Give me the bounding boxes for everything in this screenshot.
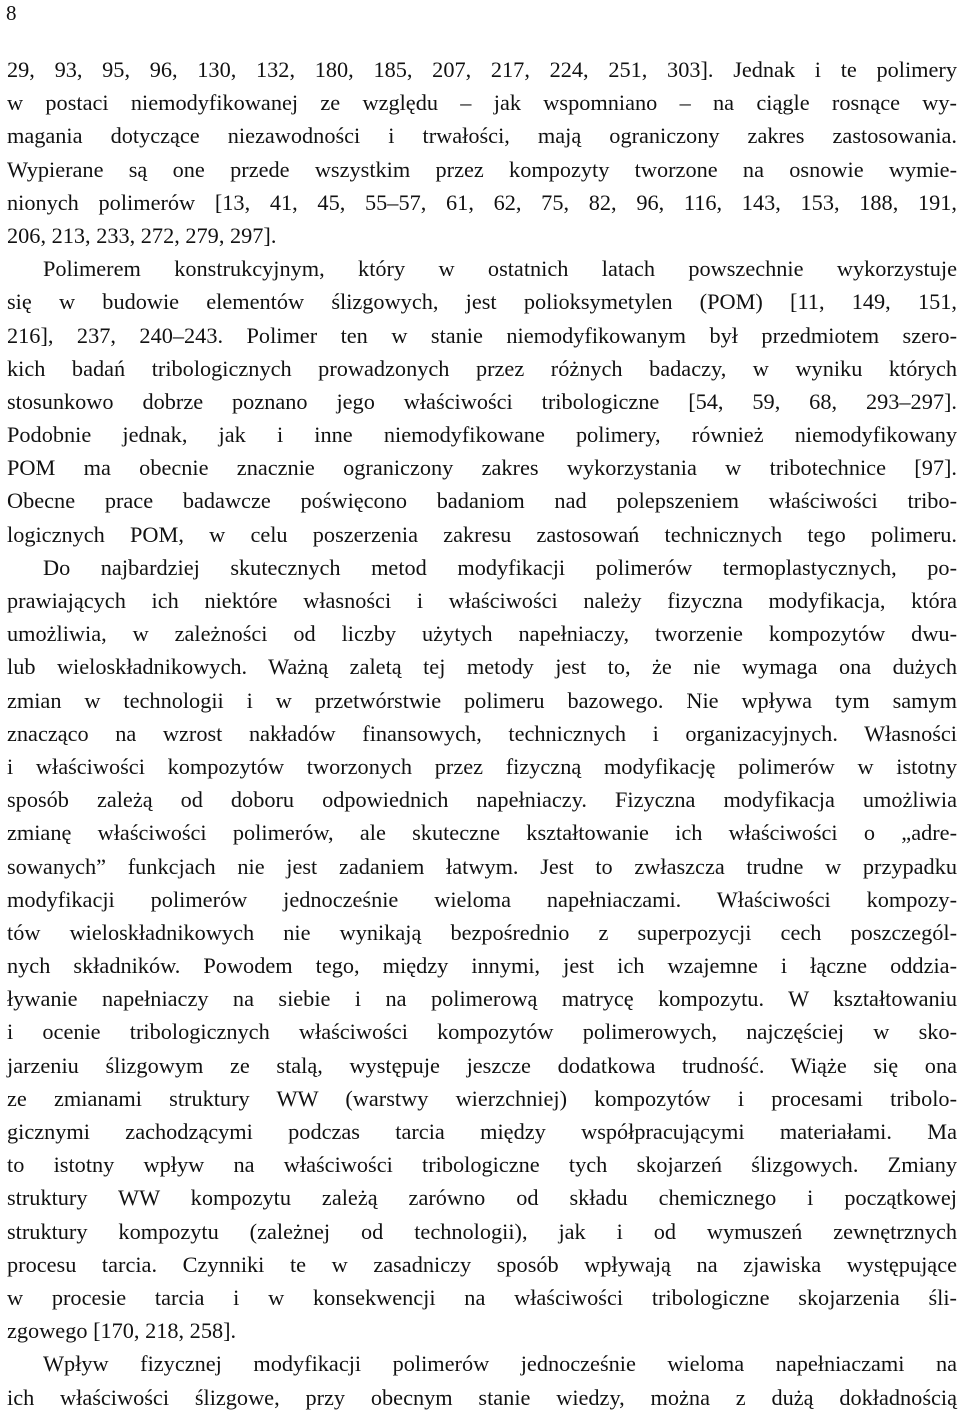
text-line: ze zmianami struktury WW (warstwy wierzchniej) kompozytów i procesami tribolo- (7, 1085, 957, 1111)
text-line: w postaci niemodyfikowanej ze względu – jak wspomniano – na ciągle rosnące wy- (7, 90, 957, 116)
text-line: gicznymi zachodzącymi podczas tarcia między współpracującymi materiałami. Ma (7, 1119, 957, 1144)
text-line: ływanie napełniaczy na siebie i na polimerową matrycę kompozytu. W kształtowaniu (7, 986, 957, 1012)
body-text (7, 53, 957, 1414)
text-line: umożliwia, w zależności od liczby użytych napełniaczy, tworzenie kompozytów dwu- (7, 621, 957, 647)
text-line: i ocenie tribologicznych właściwości kompozytów polimerowych, najczęściej w sko- (7, 1019, 957, 1045)
text-line: zmianę właściwości polimerów, ale skuteczne kształtowanie ich właściwości o „adre- (7, 820, 957, 846)
text-line: 216], 237, 240–243. Polimer ten w stanie niemodyfikowanym był przedmiotem szero- (7, 322, 957, 348)
text-line: struktury WW kompozytu zależą zarówno od składu chemicznego i początkowej (7, 1185, 957, 1211)
text-line: Obecne prace badawcze poświęcono badaniom nad polepszeniem właściwości tribo- (7, 488, 957, 514)
text-line: 206, 213, 233, 272, 279, 297]. (7, 222, 277, 248)
text-line: Wpływ fizycznej modyfikacji polimerów jednocześnie wieloma napełniaczami na (43, 1351, 957, 1377)
text-line: Polimerem konstrukcyjnym, który w ostatnich latach powszechnie wykorzystuje (43, 256, 957, 282)
text-line: POM ma obecnie znacznie ograniczony zakres wykorzystania w tribotechnice [97]. (7, 455, 957, 481)
text-line: się w budowie elementów ślizgowych, jest polioksymetylen (POM) [11, 149, 151, (7, 289, 957, 315)
text-line: to istotny wpływ na właściwości tribologiczne tych skojarzeń ślizgowych. Zmiany (7, 1152, 957, 1178)
text-line: w procesie tarcia i w konsekwencji na właściwości tribologiczne skojarzenia śli- (7, 1284, 957, 1310)
text-line: ich właściwości ślizgowe, przy obecnym stanie wiedzy, można z dużą dokładnością (7, 1384, 957, 1410)
text-line: struktury kompozytu (zależnej od technologii), jak i od wymuszeń zewnętrznych (7, 1218, 957, 1244)
text-line: zmian w technologii i w przetwórstwie polimeru bazowego. Nie wpływa tym samym (7, 687, 957, 713)
text-line: prawiających ich niektóre własności i właściwości należy fizyczna modyfikacja, która (7, 588, 957, 613)
text-line: i właściwości kompozytów tworzonych przez fizyczną modyfikację polimerów w istotny (7, 753, 957, 779)
text-line: Do najbardziej skutecznych metod modyfikacji polimerów termoplastycznych, po- (43, 554, 957, 580)
text-line: jarzeniu ślizgowym ze stalą, występuje jeszcze dodatkowa trudność. Wiąże się ona (7, 1052, 957, 1078)
text-line: procesu tarcia. Czynniki te w zasadniczy sposób wpływają na zjawiska występujące (7, 1251, 957, 1277)
text-line: lub wieloskładnikowych. Ważną zaletą tej metody jest to, że nie wymaga ona dużych (7, 654, 957, 680)
text-line: stosunkowo dobrze poznano jego właściwości tribologiczne [54, 59, 68, 293–297]. (7, 388, 957, 414)
text-line: sposób zależą od doboru odpowiednich napełniaczy. Fizyczna modyfikacja umożliwia (7, 787, 957, 813)
text-line: zgowego [170, 218, 258]. (7, 1318, 237, 1344)
text-line: tów wieloskładnikowych nie wynikają bezpośrednio z superpozycji cech poszczegól- (7, 919, 957, 945)
text-line: nionych polimerów [13, 41, 45, 55–57, 61, 62, 75, 82, 96, 116, 143, 153, 188, 191, (7, 189, 957, 215)
text-line: 29, 93, 95, 96, 130, 132, 180, 185, 207, 217, 224, 251, 303]. Jednak i te polimery (7, 57, 957, 82)
text-line: kich badań tribologicznych prowadzonych przez różnych badaczy, w wyniku których (7, 355, 957, 381)
text-line: Wypierane są one przede wszystkim przez kompozyty tworzone na osnowie wymie- (7, 156, 957, 182)
text-line: nych składników. Powodem tego, między innymi, jest ich wzajemne i łączne oddzia- (7, 953, 957, 979)
text-line: sowanych” funkcjach nie jest zadaniem łatwym. Jest to zwłaszcza trudne w przypadku (7, 853, 957, 879)
text-line: magania dotyczące niezawodności i trwałości, mają ograniczony zakres zastosowania. (7, 123, 957, 149)
text-line: logicznych POM, w celu poszerzenia zakresu zastosowań technicznych tego polimeru. (7, 521, 957, 547)
page-number: 8 (6, 1, 17, 25)
text-line: znacząco na wzrost nakładów finansowych, technicznych i organizacyjnych. Własności (7, 720, 957, 746)
text-line: Podobnie jednak, jak i inne niemodyfikowane polimery, również niemodyfikowany (7, 422, 957, 448)
text-line: modyfikacji polimerów jednocześnie wieloma napełniaczami. Właściwości kompozy- (7, 886, 957, 912)
